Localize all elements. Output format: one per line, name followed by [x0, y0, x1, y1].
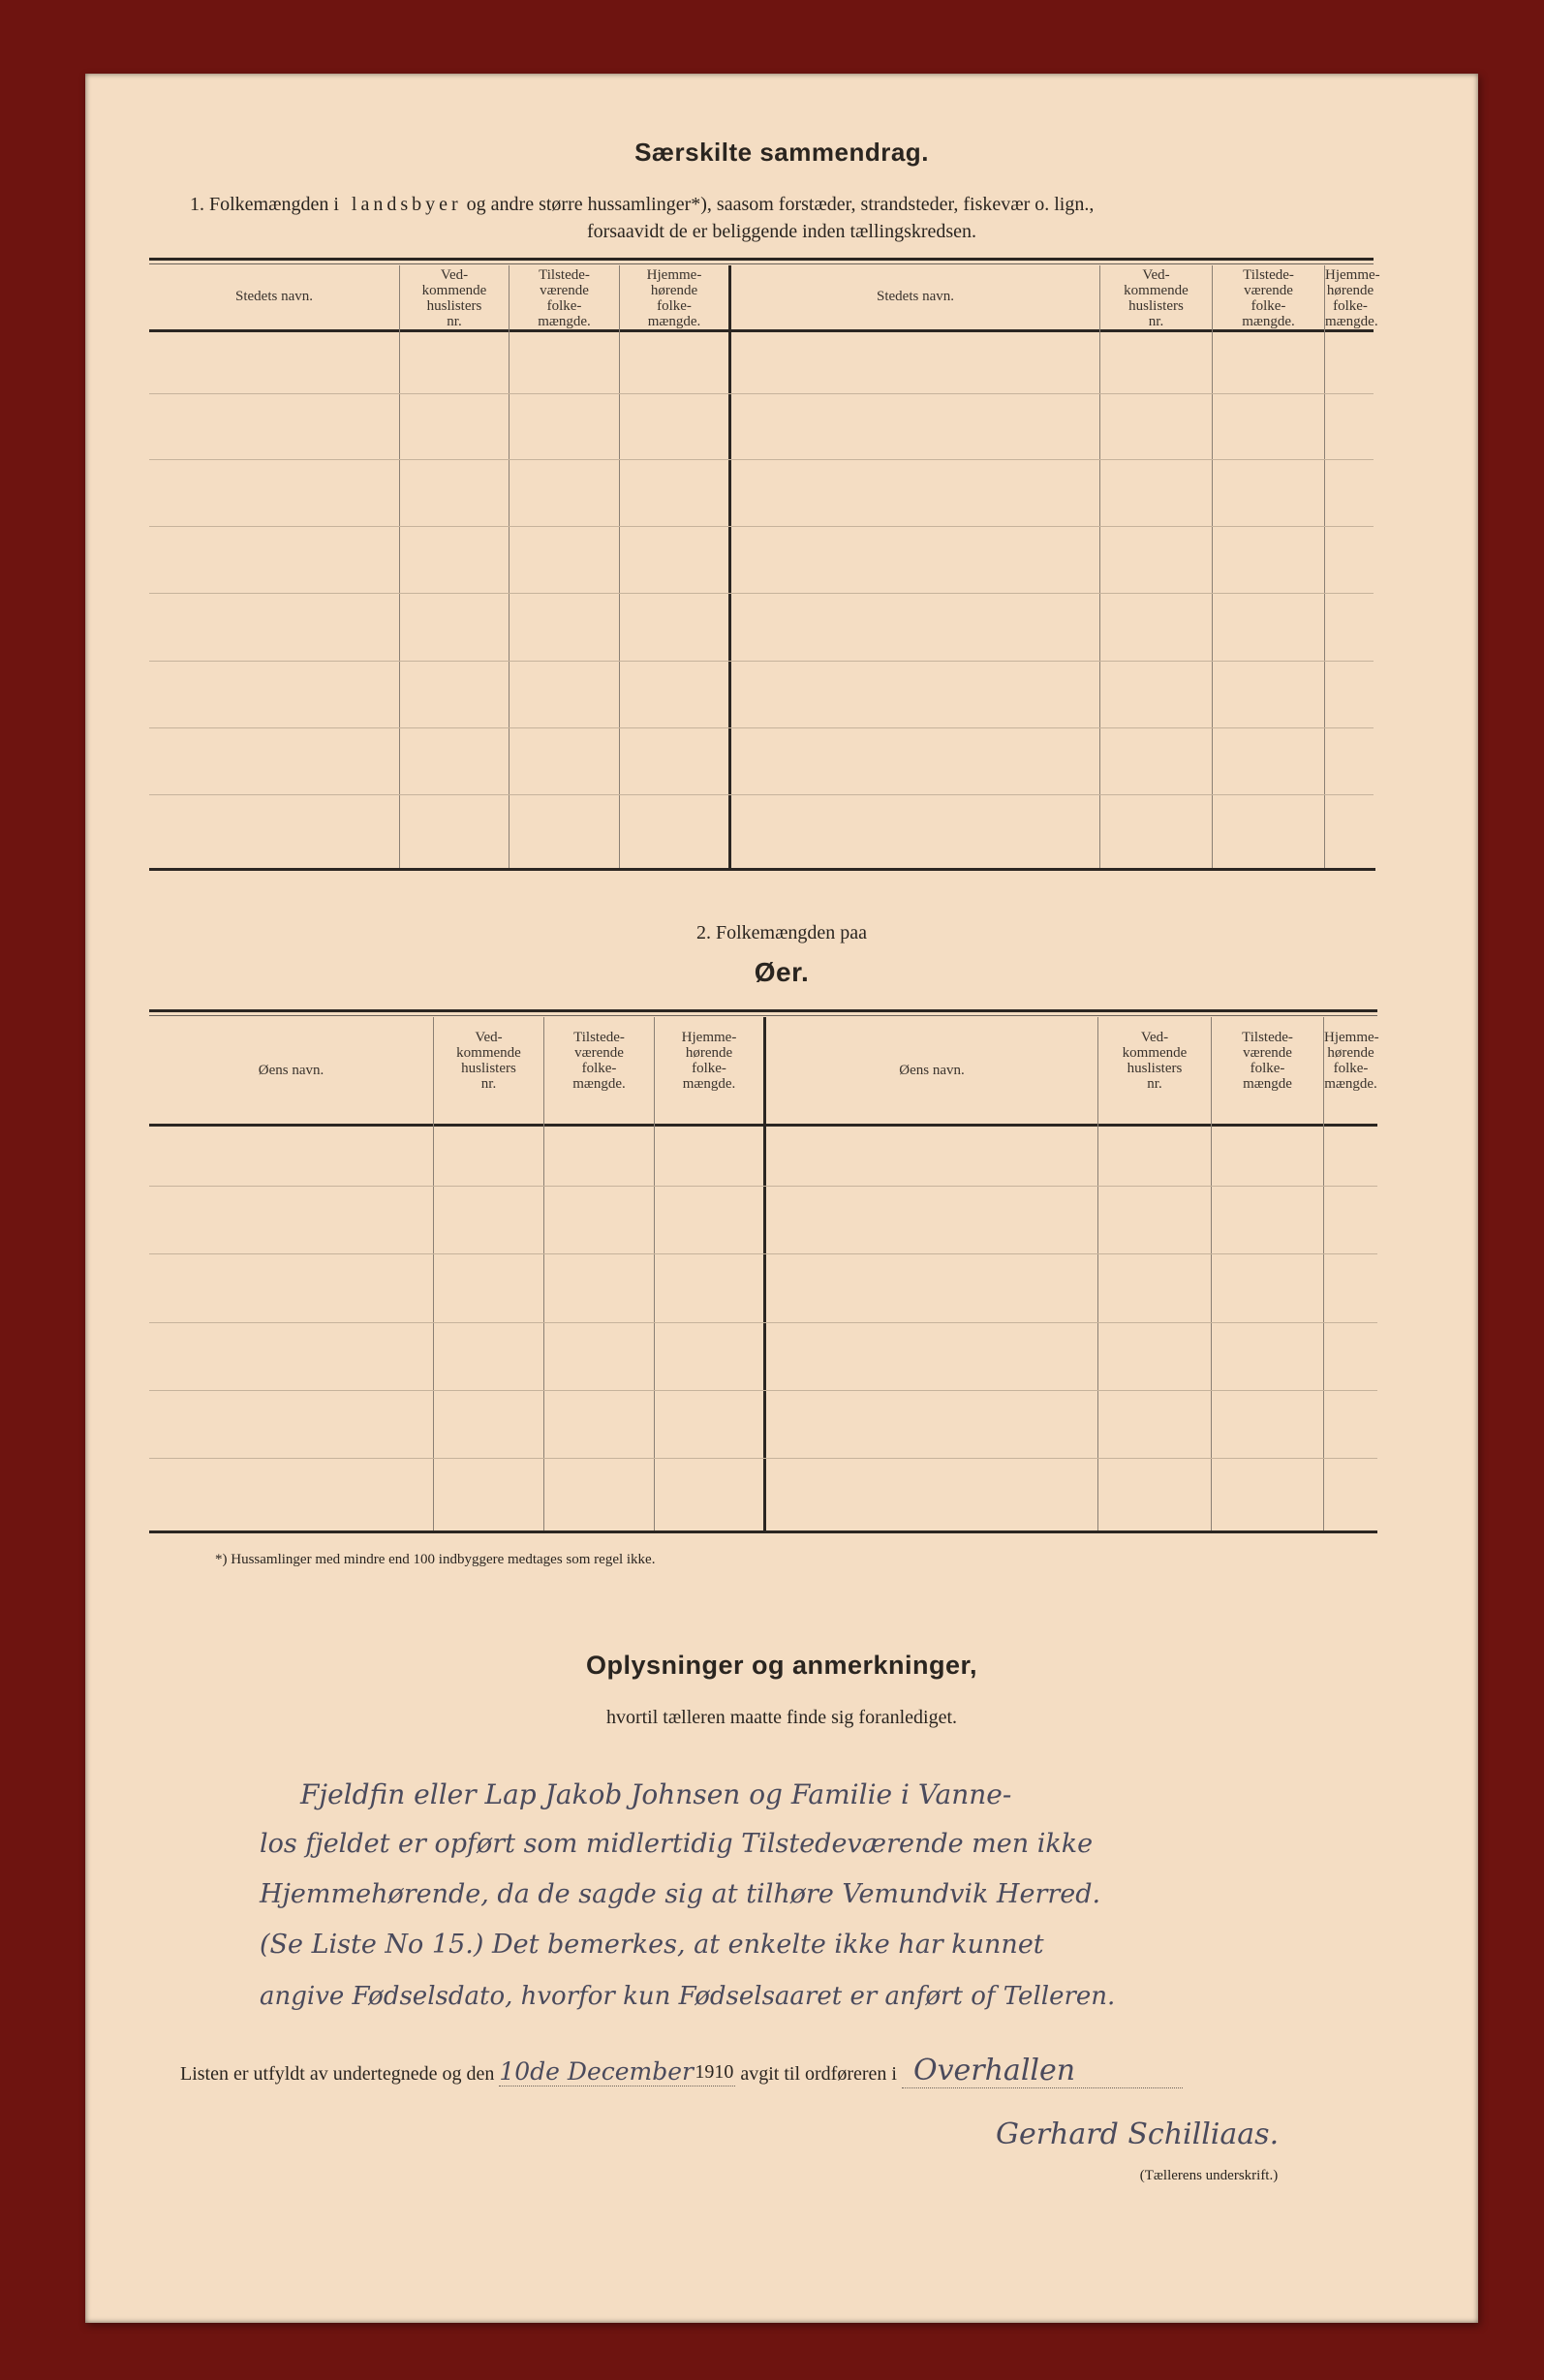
col-header-hjemme-left: Hjemme- hørende folke- mængde. [646, 267, 702, 329]
footnote: *) Hussamlinger med mindre end 100 indbyggere medtages som regel ikke. [215, 1552, 656, 1567]
remarks-subtitle: hvortil tælleren maatte finde sig foranlediget. [605, 1707, 958, 1728]
remark-line-3: Hjemmehørende, da de sagde sig at tilhøre Vemundvik Herred. [260, 1879, 1101, 1909]
remark-line-2: los fjeldet er opført som midlertidig Tilstedeværende men ikke [260, 1829, 1094, 1859]
col-header-tilstede-left-2: Tilstede- værende folke- mængde. [572, 1030, 626, 1092]
census-form-page [85, 74, 1478, 2323]
col-header-hjemme-right-2: Hjemme- hørende folke- mængde. [1324, 1030, 1379, 1092]
section2-heading: Øer. [754, 957, 810, 987]
col-header-tilstede-right: Tilstede- værende folke- mængde. [1242, 267, 1295, 329]
year-printed: 1910 [695, 2061, 734, 2083]
remarks-title: Oplysninger og anmerkninger, [585, 1651, 978, 1680]
signoff-prefix: Listen er utfyldt av undertegnede og den [180, 2063, 495, 2085]
remark-line-1: Fjeldfin eller Lap Jakob Johnsen og Familie i Vanne- [300, 1778, 1012, 1810]
signature-label: (Tællerens underskrift.) [1139, 2168, 1279, 2183]
section1-intro-line1 [190, 194, 1094, 216]
signoff-line [180, 2054, 1183, 2088]
section1-prefix: 1. Folkemængden [190, 194, 334, 215]
col-header-ved-left: Ved- kommende huslisters nr. [421, 267, 487, 329]
remark-line-4: (Se Liste No 15.) Det bemerkes, at enkelte ikke har kunnet [260, 1930, 1044, 1960]
col-header-ved-left-2: Ved- kommende huslisters nr. [456, 1030, 521, 1092]
date-handwritten: 10de December [499, 2057, 694, 2086]
section1-intro-line2: forsaavidt de er beliggende inden tællingskredsen. [586, 221, 977, 242]
col-header-tilstede-left: Tilstede- værende folke- mængde. [538, 267, 591, 329]
col-header-stedets-navn-right: Stedets navn. [877, 289, 954, 304]
page-title: Særskilte sammendrag. [634, 138, 929, 167]
remark-line-5: angive Fødselsdato, hvorfor kun Fødselsaaret er anført of Telleren. [260, 1982, 1116, 2011]
section1-suffix: og andre større hussamlinger*), saasom forstæder, strandsteder, fiskevær o. lign., [461, 194, 1095, 215]
col-header-ved-right: Ved- kommende huslisters nr. [1124, 267, 1189, 329]
col-header-hjemme-right: Hjemme- hørende folke- mængde. [1325, 267, 1380, 329]
signature: Gerhard Schilliaas. [996, 2117, 1280, 2151]
signoff-middle: avgit til ordføreren i [740, 2063, 897, 2085]
col-header-stedets-navn-left: Stedets navn. [235, 289, 313, 304]
col-header-oens-navn-right: Øens navn. [899, 1063, 965, 1078]
section2-intro: 2. Folkemængden paa [695, 922, 868, 943]
section1-spaced-term: i landsbyer [333, 194, 462, 215]
date-field [499, 2057, 735, 2086]
col-header-hjemme-left-2: Hjemme- hørende folke- mængde. [681, 1030, 737, 1092]
place-handwritten: Overhallen [912, 2054, 1076, 2087]
place-field [902, 2054, 1183, 2088]
col-header-oens-navn-left: Øens navn. [258, 1063, 324, 1078]
col-header-tilstede-right-2: Tilstede- værende folke- mængde [1242, 1030, 1293, 1092]
col-header-ved-right-2: Ved- kommende huslisters nr. [1122, 1030, 1188, 1092]
